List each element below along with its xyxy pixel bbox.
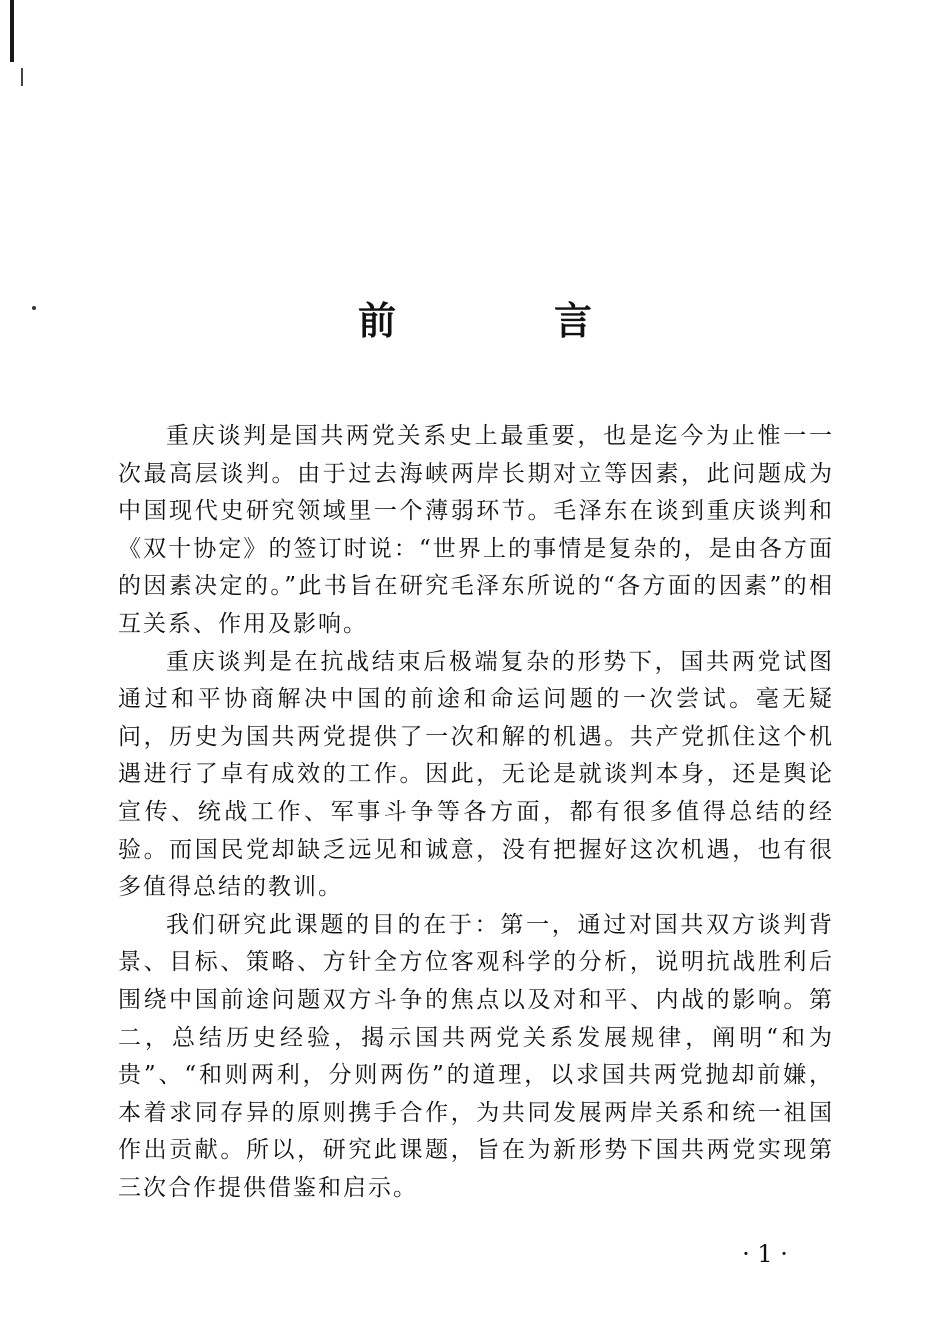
preface-body: [118, 418, 834, 1207]
scan-artifact-mark: [10, 0, 14, 62]
paragraph-1: 重庆谈判是国共两党关系史上最重要，也是迄今为止惟一一次最高层谈判。由于过去海峡两岸长期对立等因素，此问题成为中国现代史研究领域里一个薄弱环节。毛泽东在谈到重庆谈判和《双十协定》的签订时说：“世界上的事情是复杂的，是由各方面的因素决定的。”此书旨在研究毛泽东所说的“各方面的因素”的相互关系、作用及影响。: [118, 423, 834, 637]
paragraph-2: 重庆谈判是在抗战结束后极端复杂的形势下，国共两党试图通过和平协商解决中国的前途和命运问题的一次尝试。毫无疑问，历史为国共两党提供了一次和解的机遇。共产党抓住这个机遇进行了卓有成效的工作。因此，无论是就谈判本身，还是舆论宣传、统战工作、军事斗争等各方面，都有很多值得总结的经验。而国民党却缺乏远见和诚意，没有把握好这次机遇，也有很多值得总结的教训。: [118, 648, 834, 901]
scan-artifact-mark: [21, 68, 23, 86]
paragraph-3: 我们研究此课题的目的在于：第一，通过对国共双方谈判背景、目标、策略、方针全方位客观科学的分析，说明抗战胜利后围绕中国前途问题双方斗争的焦点以及对和平、内战的影响。第二，总结历史经验，揭示国共两党关系发展规律，阐明“和为贵”、“和则两利，分则两伤”的道理，以求国共两党抛却前嫌，本着求同存异的原则携手合作，为共同发展两岸关系和统一祖国作出贡献。所以，研究此课题，旨在为新形势下国共两党实现第三次合作提供借鉴和启示。: [118, 911, 834, 1201]
page-title: 前 言: [357, 299, 652, 343]
page-number: · 1 ·: [742, 1240, 788, 1268]
